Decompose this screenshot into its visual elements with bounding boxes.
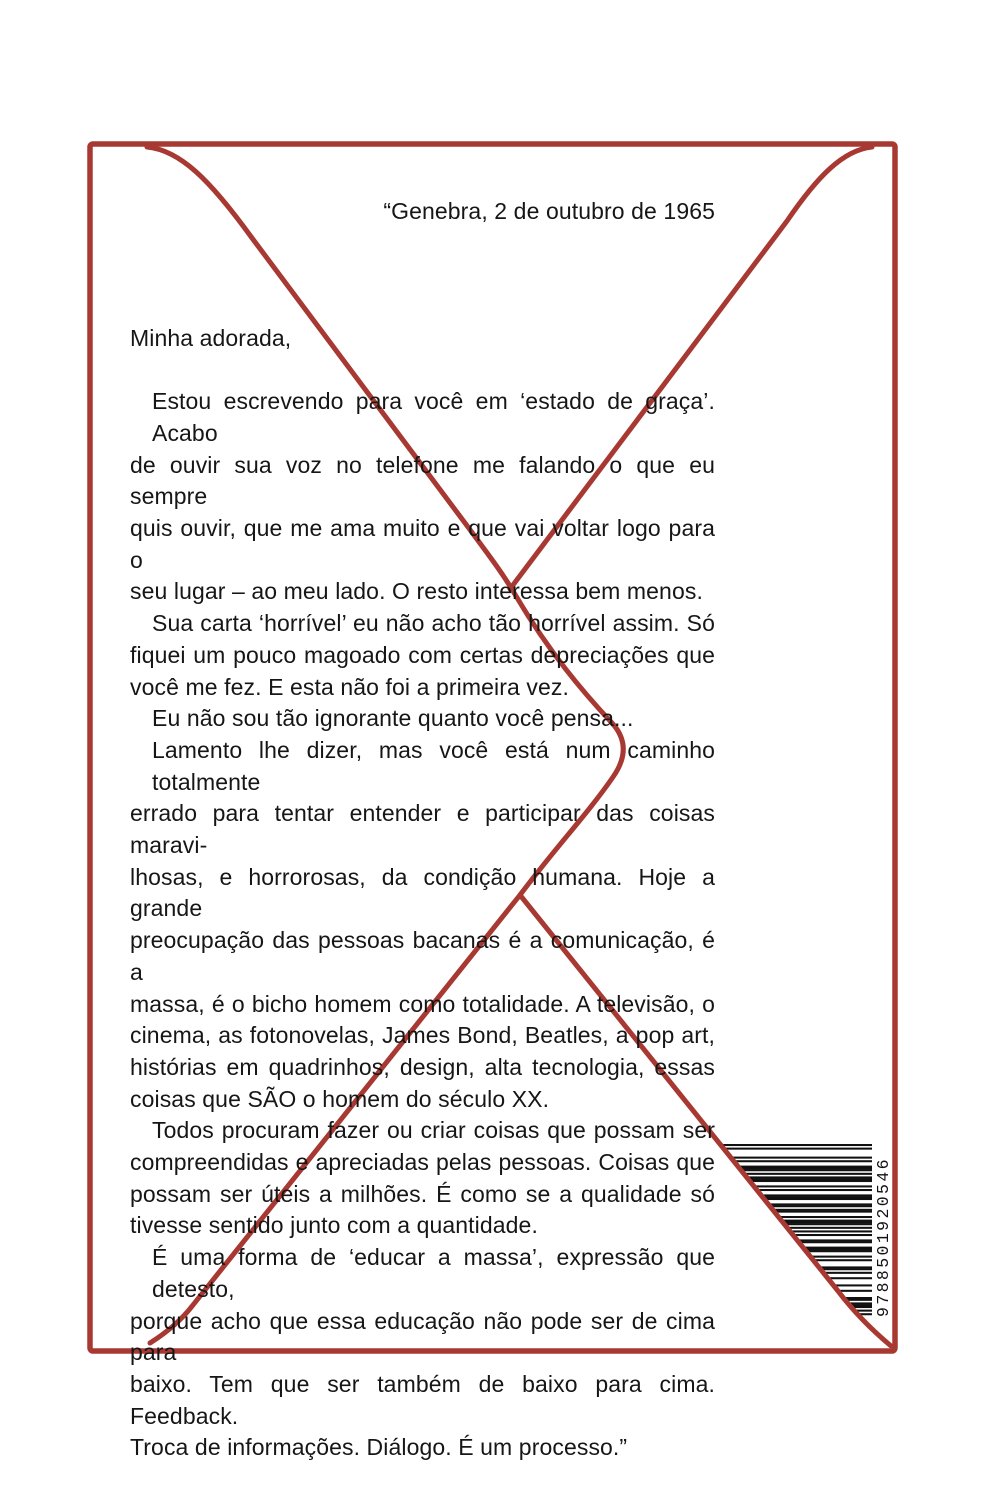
letter-line: Eu não sou tão ignorante quanto você pensa... (152, 705, 634, 732)
letter-text (130, 196, 715, 1464)
letter-paragraph (130, 735, 715, 1115)
barcode-bar (781, 1220, 872, 1222)
letter-line: fiquei um pouco magoado com certas depreciações que (130, 641, 715, 668)
letter-line: histórias em quadrinhos, design, alta tecnologia, essas (130, 1053, 715, 1080)
barcode-bar (838, 1290, 872, 1292)
barcode-bar (848, 1302, 872, 1304)
letter-line: seu lugar – ao meu lado. O resto interessa bem menos. (130, 578, 703, 605)
barcode-bar (764, 1198, 872, 1200)
letter-line: possam ser úteis a milhões. É como se a qualidade só (130, 1180, 715, 1207)
letter-line: preocupação das pessoas bacanas é a comunicação, é a (130, 927, 715, 985)
letter-date: “Genebra, 2 de outubro de 1965 (383, 198, 715, 224)
barcode-bar (844, 1297, 872, 1299)
barcode-bar (797, 1239, 872, 1241)
letter-paragraph (130, 386, 715, 608)
barcode-bar (768, 1203, 872, 1205)
letter-paragraph (130, 703, 715, 735)
letter-salutation: Minha adorada, (130, 324, 292, 351)
letter-line: porque acho que essa educação não pode ser de cima para (130, 1307, 715, 1366)
barcode-bar (778, 1216, 872, 1218)
barcode-bar (754, 1185, 872, 1187)
barcode-bar (845, 1299, 872, 1301)
spacer (130, 355, 715, 387)
letter-line: Todos procuram fazer ou criar coisas que possam ser (152, 1117, 715, 1144)
barcode-bar (806, 1250, 872, 1252)
barcode-bar (799, 1241, 872, 1243)
barcode-bar (741, 1169, 872, 1171)
letter-line: coisas que SÃO o homem do século XX. (130, 1085, 550, 1112)
barcode-bar (824, 1272, 872, 1274)
letter-line: Sua carta ‘horrível’ eu não acho tão horrível assim. Só (152, 610, 715, 637)
barcode-bar (787, 1227, 872, 1229)
barcode-bar (762, 1196, 872, 1198)
barcode-bar (761, 1194, 872, 1196)
letter-line: cinema, as fotonovelas, James Bond, Beatles, a pop art, (130, 1022, 715, 1049)
letter-line: É uma forma de ‘educar a massa’, expressão que detesto, (152, 1244, 715, 1302)
letter-paragraph (130, 1115, 715, 1242)
letter-paragraph (130, 608, 715, 703)
barcode-bar (770, 1205, 872, 1207)
barcode-bar (805, 1248, 872, 1250)
barcode-bar (834, 1284, 872, 1286)
letter-line: Lamento lhe dizer, mas você está num caminho totalmente (152, 736, 715, 795)
barcode-bar (733, 1160, 872, 1162)
letter-line: lhosas, e horrorosas, da condição humana. Hoje a grande (130, 863, 715, 922)
barcode-bar (746, 1176, 872, 1178)
barcode-bar (749, 1180, 872, 1182)
barcode-bar (748, 1178, 872, 1180)
letter-line: você me fez. E esta não foi a primeira vez. (130, 673, 569, 700)
barcode-bar (723, 1148, 872, 1150)
barcode-bar (811, 1256, 873, 1258)
letter-paragraph (130, 1242, 715, 1464)
barcode-bar (821, 1268, 872, 1270)
barcode-number: 9788501920546 (874, 1157, 893, 1317)
letter-line: tivesse sentido junto com a quantidade. (130, 1212, 538, 1239)
barcode-bar (720, 1144, 872, 1146)
barcode-bar (793, 1234, 872, 1236)
barcode-bar (757, 1189, 872, 1191)
barcode-bar (730, 1157, 872, 1159)
barcode-bar (803, 1247, 872, 1249)
letter-line: compreendidas e apreciadas pelas pessoas. Coisas que (130, 1149, 715, 1176)
barcode-bar (783, 1221, 872, 1223)
barcode-bar (784, 1223, 872, 1225)
letter-line: Troca de informações. Diálogo. É um processo.” (130, 1434, 628, 1461)
barcode-bar (774, 1211, 872, 1213)
letter-line: de ouvir sua voz no telefone me falando o que eu sempre (130, 451, 715, 510)
letter-line: massa, é o bicho homem como totalidade. A televisão, o (130, 990, 715, 1017)
barcode-bar (819, 1266, 872, 1268)
barcode-bar (828, 1277, 872, 1279)
barcode-bar (738, 1166, 872, 1168)
letter-line: quis ouvir, que me ama muito e que vai voltar logo para o (130, 515, 715, 573)
barcode-bar (773, 1209, 872, 1211)
spacer (130, 228, 715, 323)
barcode-bar (790, 1230, 872, 1232)
barcode-bar (744, 1173, 873, 1175)
letter-line: Estou escrevendo para você em ‘estado de graça’. Acabo (152, 388, 715, 446)
letter-line: errado para tentar entender e participar das coisas maravi- (130, 800, 715, 859)
letter-line: baixo. Tem que ser também de baixo para cima. Feedback. (130, 1370, 715, 1429)
barcode-bar (739, 1167, 872, 1169)
barcode-bar (813, 1259, 872, 1261)
